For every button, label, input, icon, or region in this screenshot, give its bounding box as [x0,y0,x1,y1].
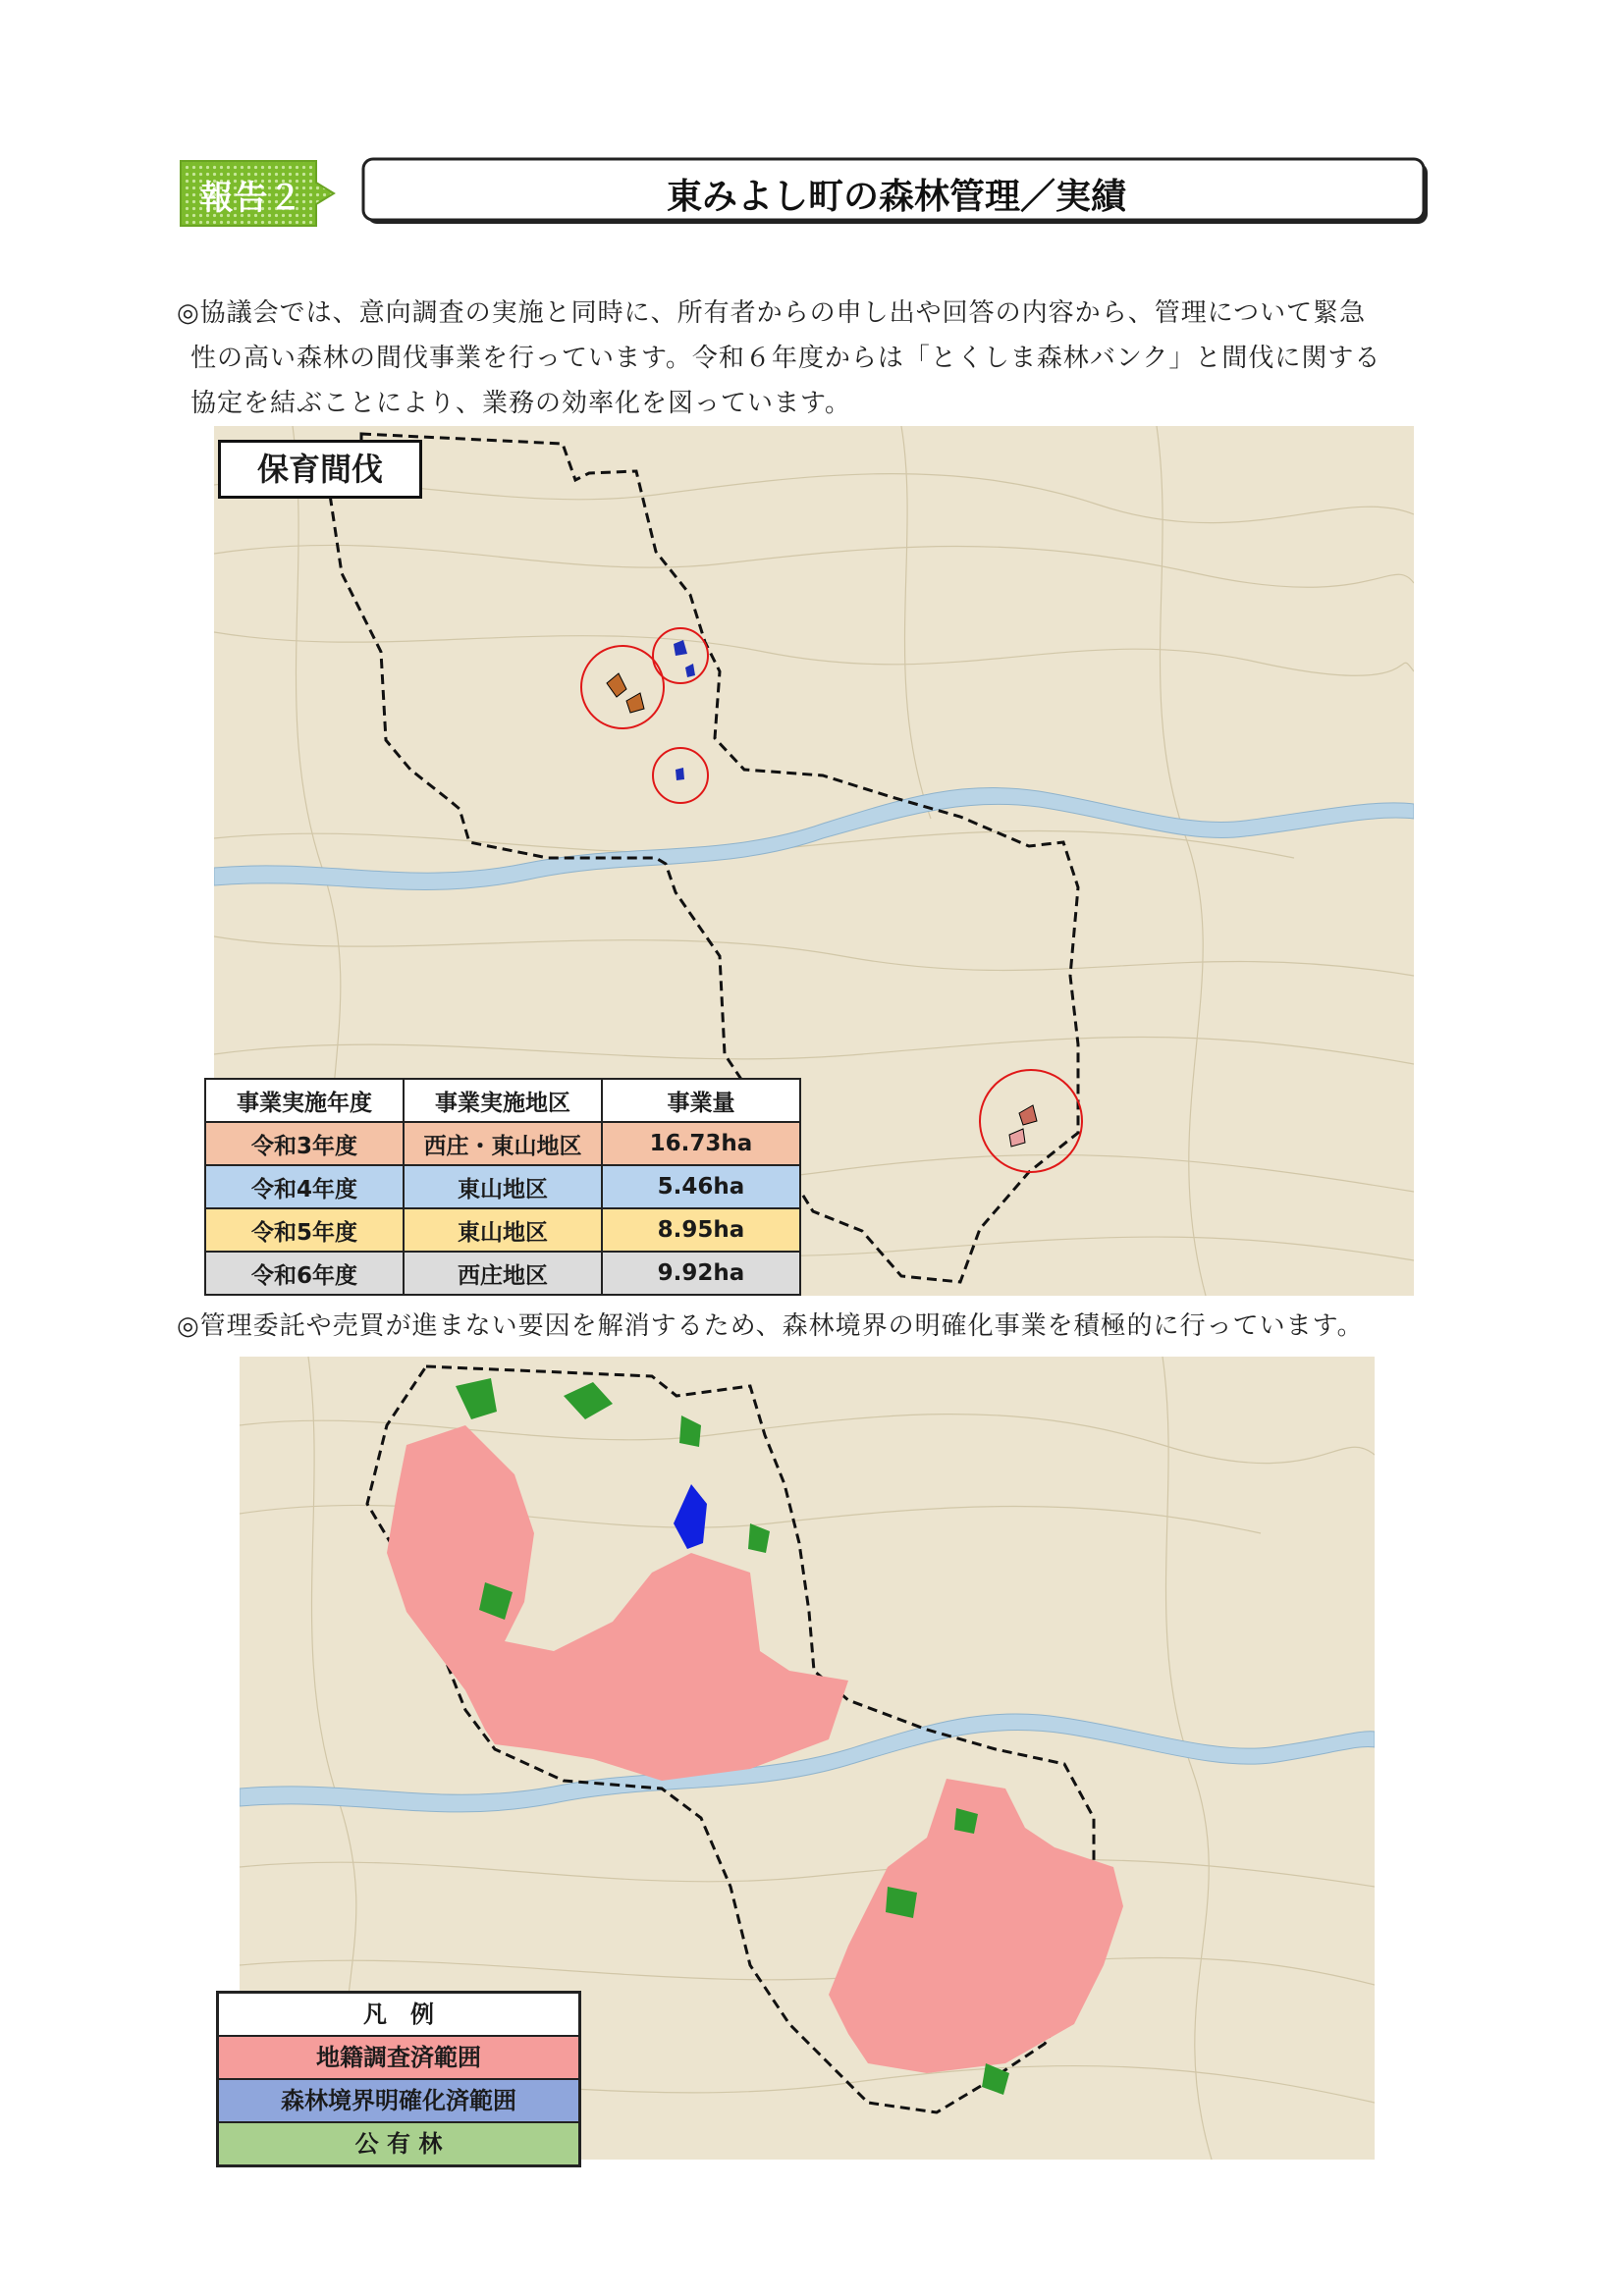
row-year: 令和5年度 [205,1208,404,1252]
row-area: 東山地区 [404,1165,602,1208]
legend-title: 凡 例 [219,1994,578,2037]
row-amount: 5.46ha [602,1165,800,1208]
row-amount: 16.73ha [602,1122,800,1165]
intro-line-2: 性の高い森林の間伐事業を行っています。令和６年度からは「とくしま森林バンク」と間伐に関する [190,344,1381,373]
report-badge [177,157,339,230]
boundary-paragraph [177,1304,1364,1349]
table-row [205,1252,800,1295]
project-table-header [205,1079,800,1122]
header-amount: 事業量 [602,1079,800,1122]
row-amount: 8.95ha [602,1208,800,1252]
row-year: 令和3年度 [205,1122,404,1165]
header-year: 事業実施年度 [205,1079,404,1122]
row-area: 西庄地区 [404,1252,602,1295]
row-area: 東山地区 [404,1208,602,1252]
title-box [361,157,1432,228]
row-amount: 9.92ha [602,1252,800,1295]
intro-line-1: ◎協議会では、意向調査の実施と同時に、所有者からの申し出や回答の内容から、管理について緊急 [177,298,1367,328]
row-area: 西庄・東山地区 [404,1122,602,1165]
map-legend [216,1991,581,2167]
row-year: 令和6年度 [205,1252,404,1295]
header-area: 事業実施地区 [404,1079,602,1122]
badge-label: 報告２ [199,179,303,218]
intro-paragraph [177,291,1380,426]
thinning-map-label: 保育間伐 [218,440,422,499]
table-row [205,1165,800,1208]
legend-public-forest: 公 有 林 [219,2123,578,2164]
table-row [205,1208,800,1252]
legend-survey-area: 地籍調査済範囲 [219,2037,578,2080]
page-title: 東みよし町の森林管理／実績 [666,177,1126,217]
legend-boundary-area: 森林境界明確化済範囲 [219,2080,578,2123]
boundary-text: ◎管理委託や売買が進まない要因を解消するため、森林境界の明確化事業を積極的に行っています。 [177,1311,1364,1341]
intro-line-3: 協定を結ぶことにより、業務の効率化を図っています。 [190,389,851,418]
project-table [204,1078,801,1296]
row-year: 令和4年度 [205,1165,404,1208]
table-row [205,1122,800,1165]
